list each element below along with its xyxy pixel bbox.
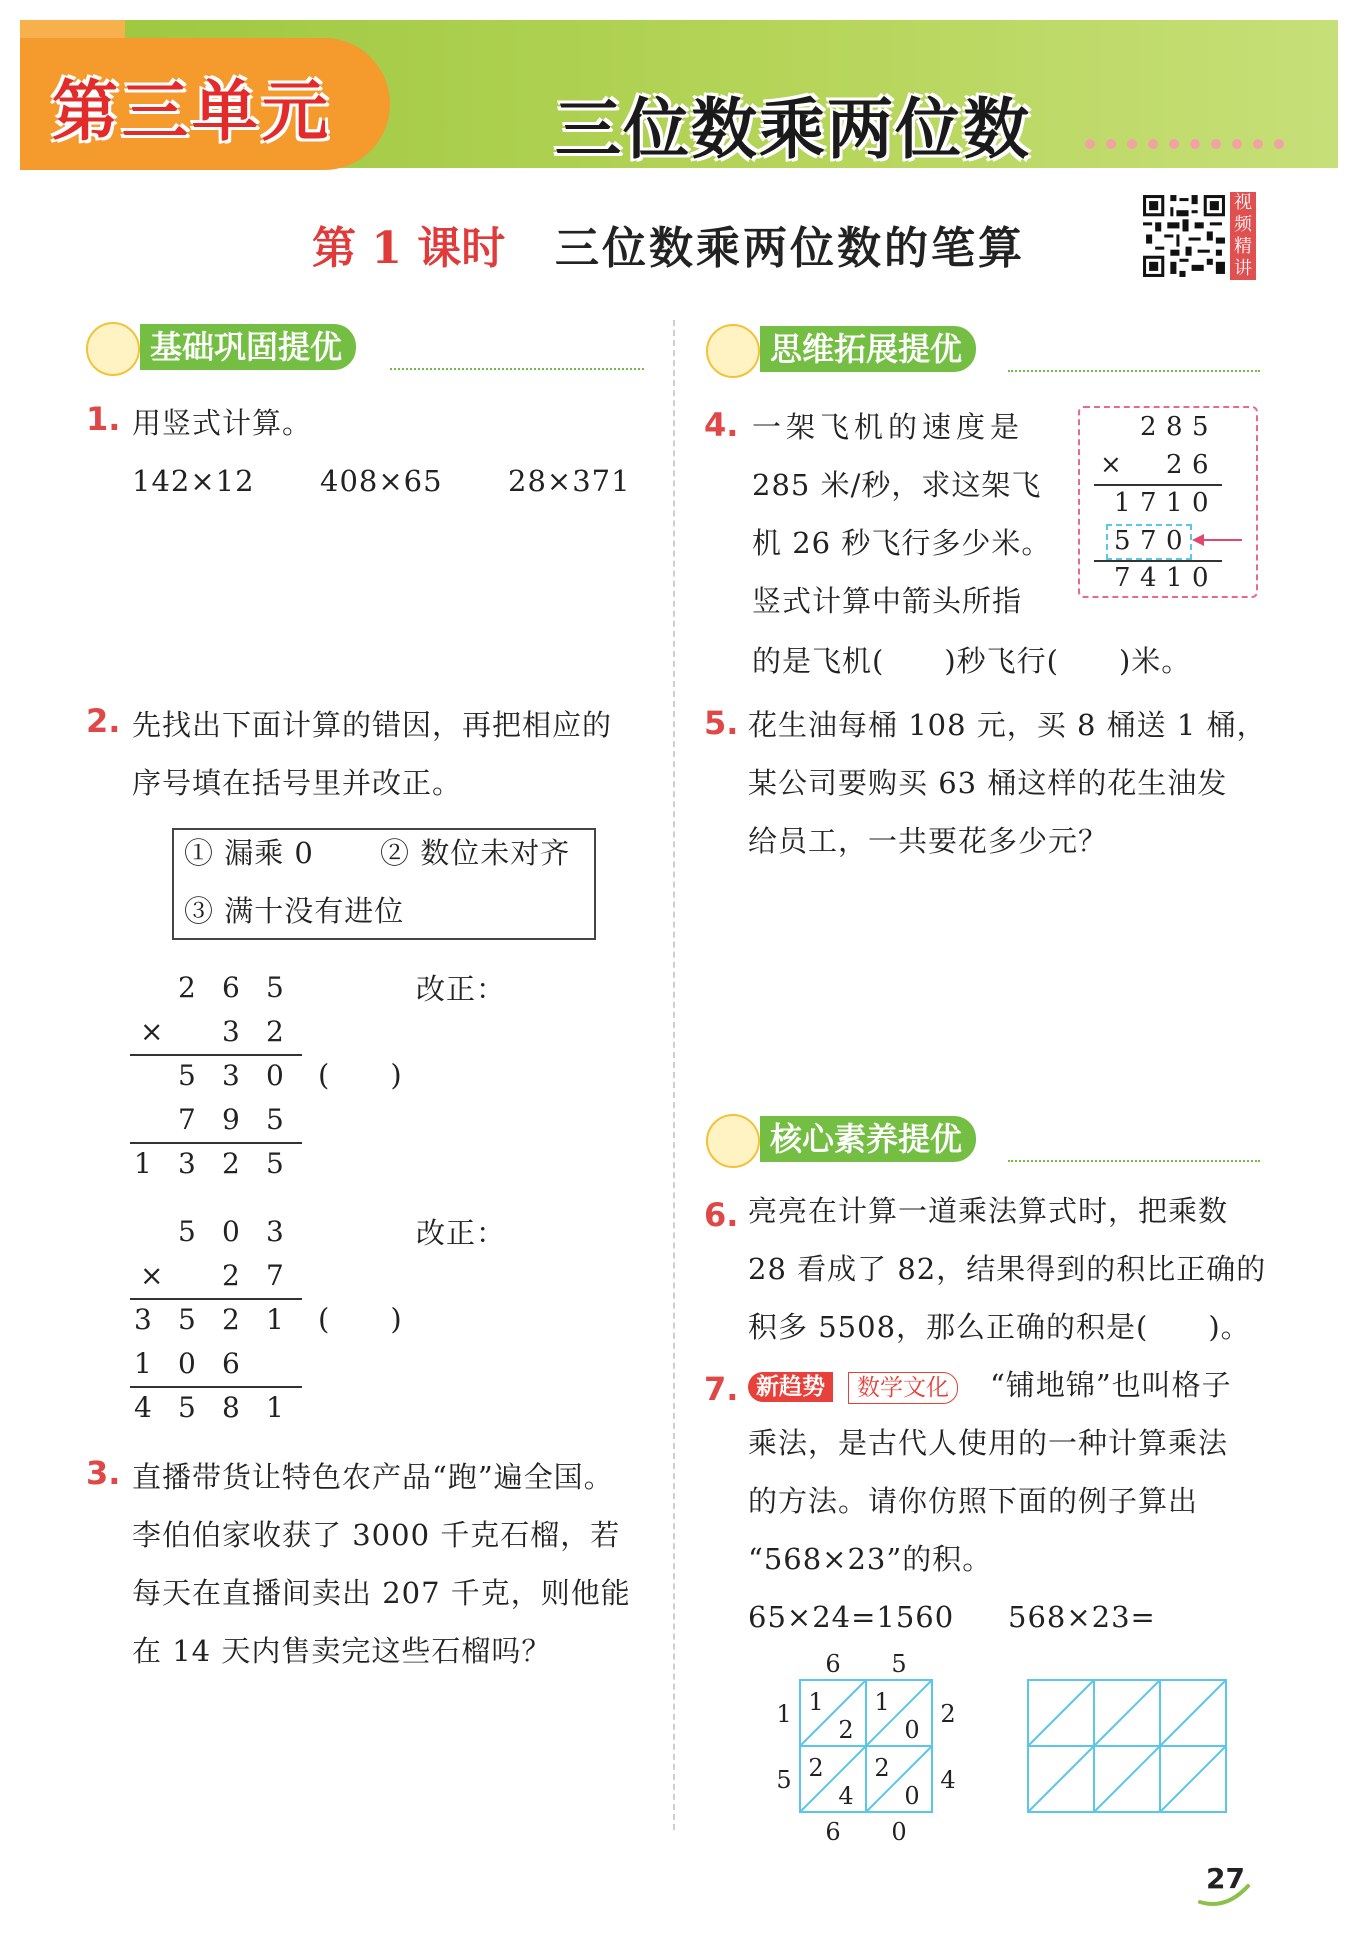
q7-example: 65×24=1560 (748, 1600, 955, 1634)
q7-line-4: “568×23”的积。 (748, 1542, 993, 1576)
lattice-top-2: 5 (891, 1650, 907, 1678)
lattice-cell: 2 (874, 1754, 890, 1782)
lattice-cell: 1 (874, 1688, 890, 1716)
q3-line-3: 每天在直播间卖出 207 千克，则他能 (132, 1576, 631, 1610)
error-option-3: ③ 满十没有进位 (184, 894, 405, 928)
header-accent (20, 20, 125, 40)
lattice-right-2: 4 (940, 1766, 956, 1794)
q7-line-3: 的方法。请你仿照下面的例子算出 (748, 1484, 1199, 1518)
unit-title: 第三单元 (52, 73, 332, 150)
page-number: 27 (1206, 1862, 1245, 1895)
q2-correct-label-2: 改正： (416, 1216, 507, 1250)
lattice-cell: 4 (838, 1782, 854, 1810)
error-option-2: ② 数位未对齐 (380, 836, 571, 870)
lattice-cell: 2 (838, 1716, 854, 1744)
section-basic: 基础巩固提优 (140, 324, 356, 370)
q2-text-line1: 先找出下面计算的错因，再把相应的 (132, 708, 613, 742)
section-basic-rule (390, 368, 644, 370)
q4-line-1: 一架飞机的速度是 (752, 410, 1025, 444)
decorative-dots (1085, 134, 1295, 153)
tag-new-trend: 新趋势 (748, 1372, 833, 1402)
q3-number: 3. (86, 1454, 121, 1492)
q7-line-2: 乘法，是古代人使用的一种计算乘法 (748, 1426, 1229, 1460)
section-thinking-rule (1008, 370, 1260, 372)
unit-subject: 三位数乘两位数 (555, 91, 1031, 168)
q1-item-1: 142×12 (132, 464, 255, 498)
q2-calc-1: 2 6 5 × 3 2 5 3 0 7 9 5 1 3 2 5 (130, 966, 305, 1186)
lattice-blank[interactable] (1026, 1678, 1230, 1818)
q6-line-2: 28 看成了 82，结果得到的积比正确的 (748, 1252, 1267, 1286)
q5-line-2: 某公司要购买 63 桶这样的花生油发 (748, 766, 1228, 800)
lattice-left-2: 5 (776, 1766, 792, 1794)
lattice-example (770, 1650, 970, 1850)
arrow-left-icon (1192, 530, 1244, 550)
sprout-icon (706, 324, 760, 378)
q1-item-3: 28×371 (508, 464, 631, 498)
q7-task: 568×23= (1008, 1600, 1156, 1634)
q4-line-2: 285 米/秒，求这架飞 (752, 468, 1042, 502)
q3-line-2: 李伯伯家收获了 3000 千克石榴，若 (132, 1518, 621, 1552)
q4-calc: 2 8 5 × 2 6 1 7 1 0 5 7 0 7 4 1 0 (1094, 408, 1224, 594)
lattice-top-1: 6 (825, 1650, 841, 1678)
section-core: 核心素养提优 (760, 1116, 976, 1162)
lattice-cell: 2 (808, 1754, 824, 1782)
lattice-bottom-1: 6 (825, 1818, 841, 1846)
qr-label: 视频精讲 (1230, 192, 1256, 280)
q6-number: 6. (704, 1196, 739, 1234)
lesson-title: 三位数乘两位数的笔算 (555, 223, 1025, 274)
tag-math-culture: 数学文化 (848, 1372, 958, 1404)
q2-text-line2: 序号填在括号里并改正。 (132, 766, 463, 800)
q4-number: 4. (704, 406, 739, 444)
highlight-box (1106, 524, 1192, 560)
q3-line-4: 在 14 天内售卖完这些石榴吗？ (132, 1634, 552, 1668)
q2-calc-2: 5 0 3 × 2 7 3 5 2 1 1 0 6 4 5 8 1 (130, 1210, 305, 1430)
q5-number: 5. (704, 704, 739, 742)
section-thinking: 思维拓展提优 (760, 326, 976, 372)
q1-text: 用竖式计算。 (132, 406, 313, 440)
lesson-number: 第 1 课时 (312, 223, 506, 274)
q2-bracket-2[interactable]: ( ) (318, 1302, 403, 1336)
q2-bracket-1[interactable]: ( ) (318, 1058, 403, 1092)
lattice-bottom-2: 0 (891, 1818, 907, 1846)
lattice-left-1: 1 (776, 1700, 792, 1728)
q7-number: 7. (704, 1370, 739, 1408)
lattice-right-1: 2 (940, 1700, 956, 1728)
q3-line-1: 直播带货让特色农产品“跑”遍全国。 (132, 1460, 614, 1494)
lattice-cell: 1 (808, 1688, 824, 1716)
q7-line-1: “铺地锦”也叫格子 (990, 1368, 1232, 1402)
q5-line-1: 花生油每桶 108 元，买 8 桶送 1 桶， (748, 708, 1267, 742)
section-core-rule (1008, 1160, 1260, 1162)
q2-number: 2. (86, 702, 121, 740)
trophy-icon (706, 1114, 760, 1168)
q1-item-2: 408×65 (320, 464, 443, 498)
page-swoosh-icon (1196, 1866, 1256, 1910)
gears-icon (86, 322, 140, 376)
lattice-cell: 0 (904, 1782, 920, 1810)
qr-code-icon[interactable] (1140, 192, 1228, 280)
q5-line-3: 给员工，一共要花多少元？ (748, 824, 1109, 858)
q6-line-1: 亮亮在计算一道乘法算式时，把乘数 (748, 1194, 1229, 1228)
q2-correct-label-1: 改正： (416, 972, 507, 1006)
column-divider (673, 320, 675, 1830)
q6-line-3: 积多 5508，那么正确的积是( )。 (748, 1310, 1251, 1344)
q4-line-5: 的是飞机( )秒飞行( )米。 (752, 644, 1192, 678)
q4-line-3: 机 26 秒飞行多少米。 (752, 526, 1052, 560)
q4-line-4: 竖式计算中箭头所指 (752, 584, 1023, 618)
q1-number: 1. (86, 400, 121, 438)
error-option-1: ① 漏乘 0 (184, 836, 314, 870)
lattice-cell: 0 (904, 1716, 920, 1744)
